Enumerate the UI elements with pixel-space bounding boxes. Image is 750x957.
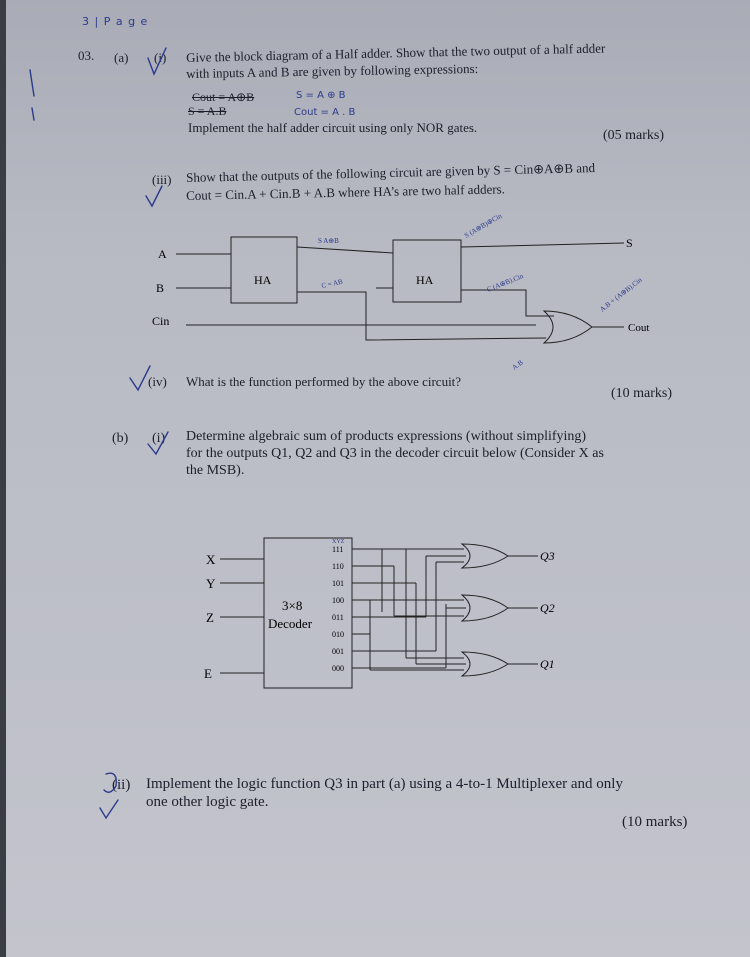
sub-iv-label: (iv)	[148, 374, 167, 389]
scribble-b-ii	[104, 773, 116, 792]
tick-b-i	[148, 432, 168, 454]
sub-b-i-label: (i)	[152, 431, 166, 446]
marks-a-i: (05 marks)	[603, 128, 665, 143]
margin-tick	[30, 70, 34, 120]
hand-note-5: A.B + (A⊕B).Cin	[598, 275, 644, 314]
out-label: 111	[332, 545, 344, 554]
hand-note-6: A.B	[510, 358, 525, 372]
out-label: 001	[332, 647, 344, 656]
sub-b-ii-label: (ii)	[112, 777, 131, 793]
out-label: 100	[332, 596, 344, 605]
question-number: 03.	[78, 48, 95, 63]
label-b: B	[156, 281, 165, 295]
label-cin: Cin	[152, 314, 170, 328]
label-q2: Q2	[540, 601, 555, 615]
out-label: 101	[332, 579, 344, 588]
q-a-iii-text-2: Cout = Cin.A + Cin.B + A.B where HA’s are two half adders.	[186, 181, 506, 203]
ha1-label: HA	[254, 273, 272, 287]
label-x: X	[206, 552, 216, 567]
label-q3: Q3	[540, 549, 555, 563]
exam-page	[6, 0, 750, 957]
sub-iii-label: (iii)	[152, 172, 172, 187]
tick-b-ii	[100, 800, 118, 818]
label-q1: Q1	[540, 657, 555, 671]
hand-note-1: S A⊕B	[318, 237, 339, 245]
part-b-label: (b)	[112, 431, 129, 446]
hand-note-4: C (A⊕B).Cin	[485, 271, 525, 294]
hand-xyz: XYZ	[332, 539, 345, 545]
tick-a-iv	[130, 366, 150, 390]
out-label: 011	[332, 613, 344, 622]
q-b-i-text-3: the MSB).	[186, 463, 245, 478]
decoder-label-2: Decoder	[268, 616, 313, 631]
label-cout: Cout	[628, 322, 650, 334]
expr-cout: Cout = A⊕B	[192, 90, 255, 104]
q-b-ii-text-2: one other logic gate.	[146, 794, 269, 810]
page-header: 3 | P a g e	[82, 15, 149, 28]
out-label: 110	[332, 562, 344, 571]
label-s: S	[626, 236, 633, 250]
hand-expr-s: S = A ⊕ B	[296, 90, 346, 101]
tick-a-iii	[146, 186, 162, 206]
label-y: Y	[206, 576, 216, 591]
q-b-ii-text-1: Implement the logic function Q3 in part (a) using a 4-to-1 Multiplexer and only	[146, 776, 623, 792]
pen-marks	[6, 0, 750, 957]
part-a-label: (a)	[114, 50, 129, 65]
ha2-label: HA	[416, 273, 434, 287]
decoder-label-1: 3×8	[282, 598, 303, 613]
label-z: Z	[206, 610, 214, 625]
q-a-iv-text: What is the function performed by the above circuit?	[186, 374, 462, 389]
sub-i-label: (i)	[154, 50, 167, 65]
q-b-i-text-1: Determine algebraic sum of products expressions (without simplifying)	[186, 429, 587, 444]
q-b-i-text-2: for the outputs Q1, Q2 and Q3 in the decoder circuit below (Consider X as	[186, 446, 604, 461]
hand-note-3: S (A⊕B)⊕Cin	[463, 211, 504, 240]
hand-note-2: C = AB	[320, 277, 344, 290]
out-label: 000	[332, 664, 344, 673]
out-label: 010	[332, 630, 344, 639]
marks-a-iv: (10 marks)	[611, 386, 673, 401]
q-a-iii-text-1: Show that the outputs of the following circuit are given by S = Cin⊕A⊕B and	[186, 160, 596, 185]
q-a-i-text-2: with inputs A and B are given by following expressions:	[186, 60, 479, 81]
q-a-i-text-3: Implement the half adder circuit using only NOR gates.	[188, 120, 478, 135]
expr-s: S = A.B	[188, 104, 227, 118]
marks-b-ii: (10 marks)	[622, 814, 688, 830]
q-a-i-text-1: Give the block diagram of a Half adder. Show that the two output of a half adder	[186, 40, 606, 65]
tick-a-i	[148, 48, 166, 74]
hand-expr-cout: Cout = A . B	[294, 107, 356, 118]
label-a: A	[158, 247, 167, 261]
label-e: E	[204, 666, 212, 681]
